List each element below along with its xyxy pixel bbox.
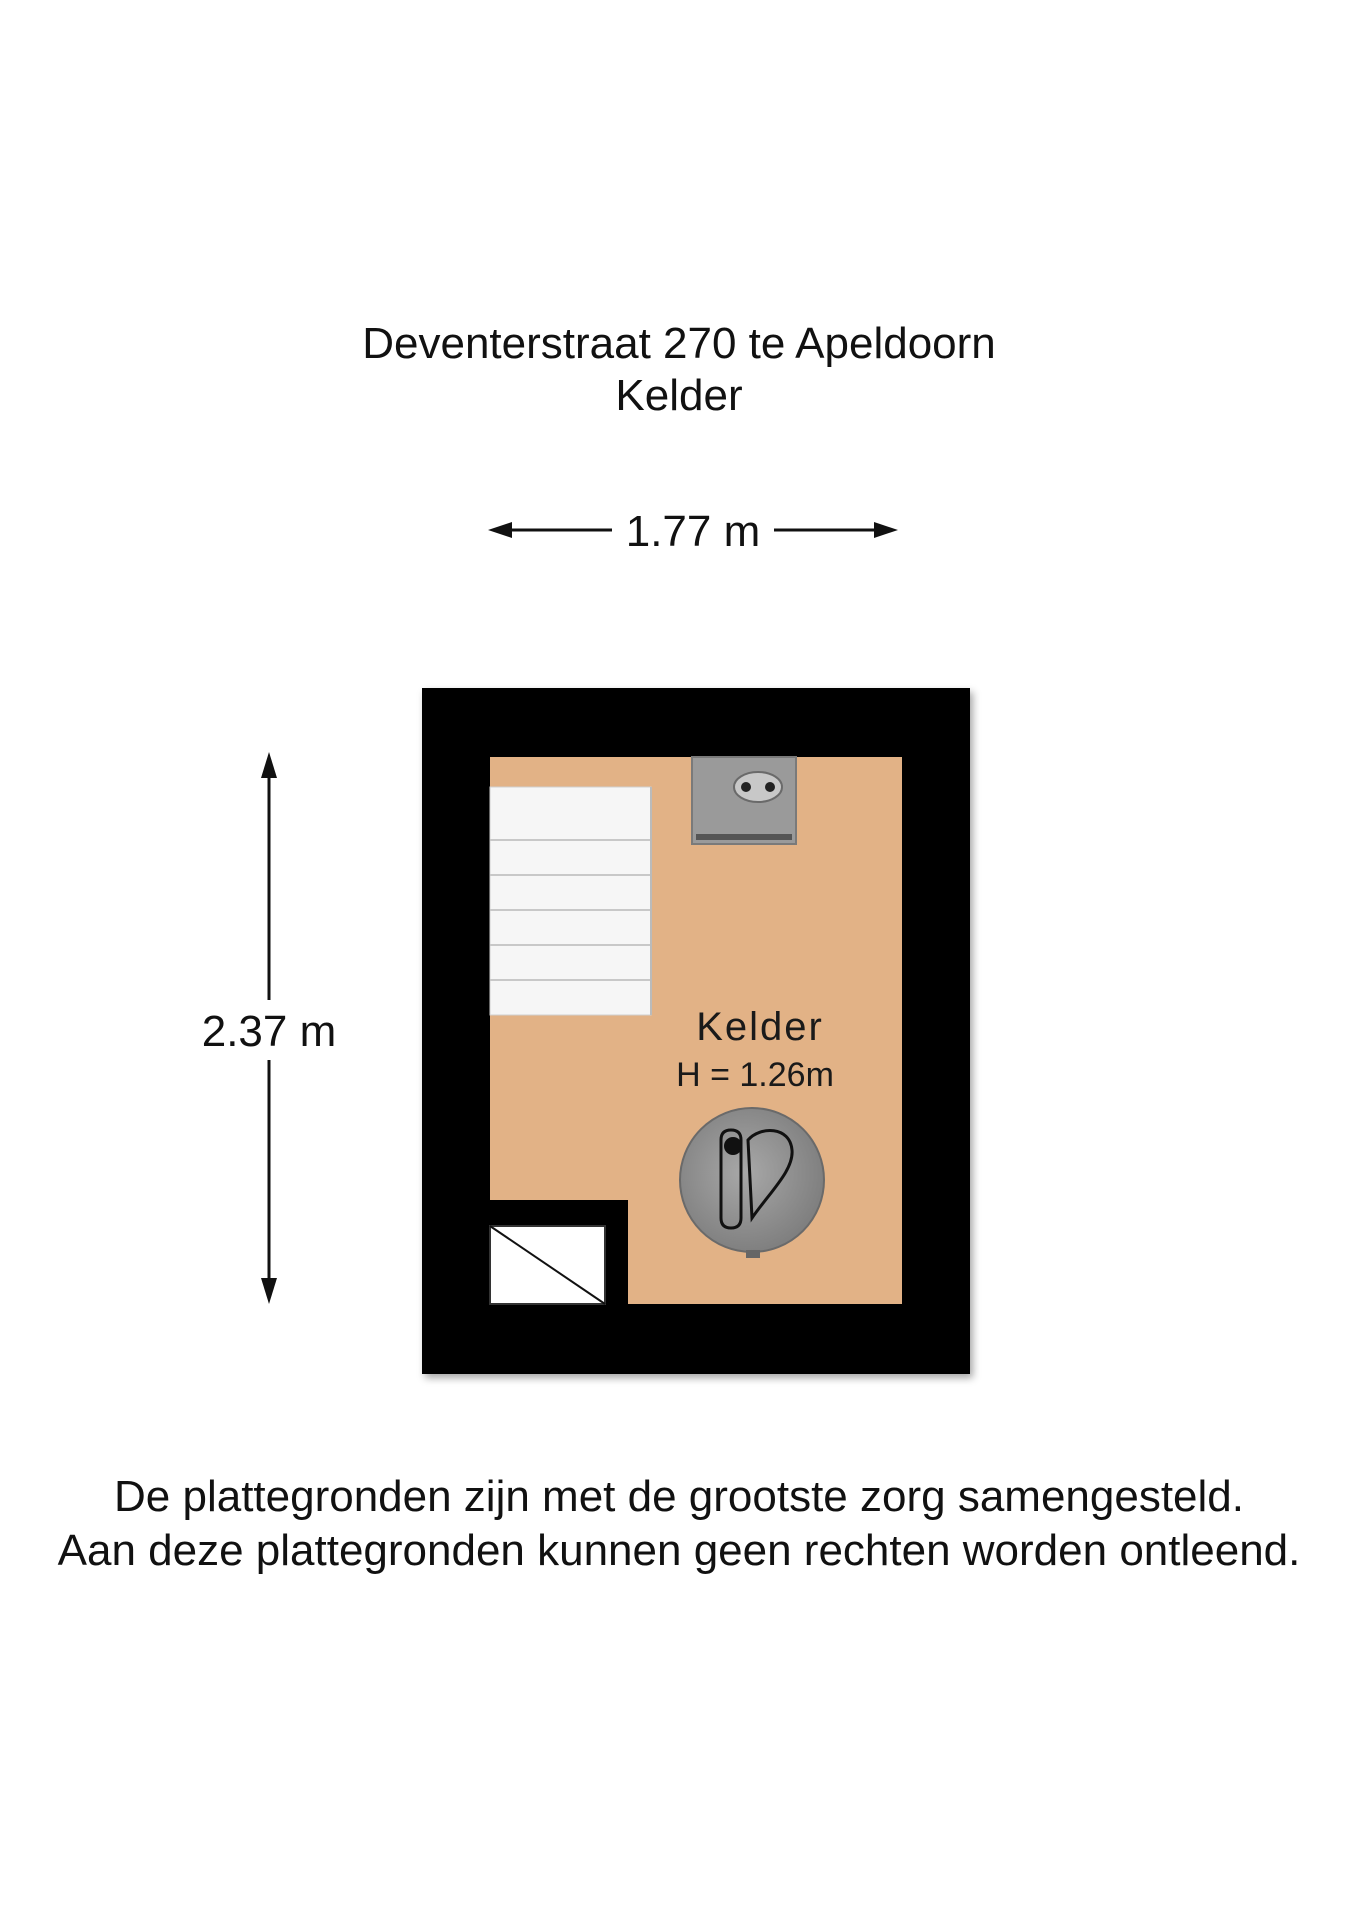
meter-cupboard-icon (490, 1226, 605, 1304)
width-label: 1.77 m (625, 507, 761, 556)
address-title: Deventerstraat 270 te Apeldoorn (362, 319, 996, 368)
height-label: 2.37 m (201, 1007, 337, 1056)
stairs-icon (490, 787, 651, 1015)
disclaimer-line-1: De plattegronden zijn met de grootste zorg samengesteld. (114, 1472, 1244, 1521)
boiler-icon (692, 757, 796, 844)
height-dimension (190, 752, 350, 1304)
floor-title: Kelder (615, 371, 743, 420)
disclaimer (0, 1470, 1358, 1578)
disclaimer-line-2: Aan deze plattegronden kunnen geen rechten worden ontleend. (57, 1526, 1301, 1575)
room-height: H = 1.26m (676, 1056, 834, 1094)
width-dimension (488, 507, 898, 556)
room-name: Kelder (696, 1005, 824, 1049)
